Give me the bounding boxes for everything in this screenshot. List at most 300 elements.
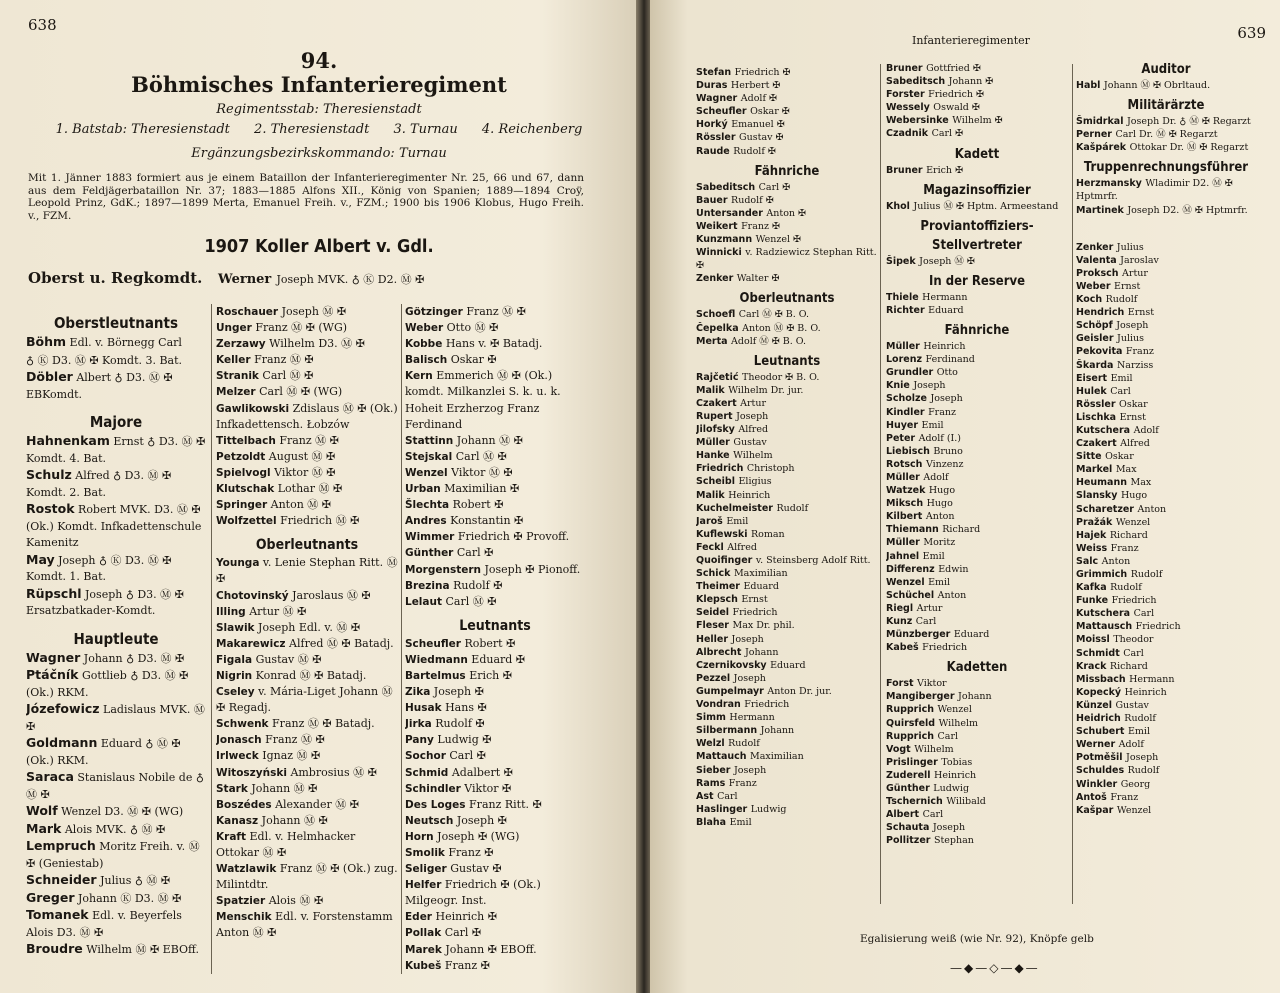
entry-details: Alexander Ⓜ ✠ bbox=[275, 797, 359, 811]
roster-entry bbox=[696, 475, 878, 488]
entry-details: Wenzel bbox=[1116, 804, 1152, 816]
surname: Eisert bbox=[1076, 372, 1108, 384]
entry-details: Heinrich bbox=[934, 769, 977, 781]
surname: Sieber bbox=[696, 764, 731, 776]
entry-details: Edwin bbox=[938, 563, 969, 575]
entry-details: Emil bbox=[1127, 726, 1151, 738]
entry-details: Ernst ♁ D3. Ⓜ ✠ Komdt. 4. Bat. bbox=[26, 435, 206, 465]
entry-details: Friedrich ✠ (Ok.) Milgeogr. Inst. bbox=[405, 878, 541, 908]
roster-entry bbox=[696, 384, 878, 397]
surname: Feckl bbox=[696, 541, 724, 553]
surname: Merta bbox=[696, 335, 728, 347]
entry-details: Walter ✠ bbox=[736, 273, 780, 285]
surname: Nigrin bbox=[216, 669, 253, 682]
entry-details: Richard bbox=[1109, 529, 1148, 541]
surname: Kabeš bbox=[886, 642, 919, 654]
entry-details: Johann Ⓚ D3. Ⓜ ✠ bbox=[78, 891, 182, 905]
roster-entry bbox=[886, 602, 1068, 615]
roster-entry bbox=[216, 797, 398, 813]
entry-details: Franz bbox=[928, 406, 956, 418]
roster-entry bbox=[696, 246, 878, 272]
entry-details: Adolf bbox=[1133, 424, 1159, 436]
entry-details: Carl ✠ bbox=[758, 181, 791, 193]
roster-entry bbox=[405, 845, 585, 861]
rank-heading: Auditor bbox=[1141, 62, 1191, 77]
entry-details: Franz Ⓜ ✠ bbox=[466, 305, 526, 318]
roster-entry bbox=[886, 497, 1068, 510]
roster-entry bbox=[405, 497, 585, 513]
roster-entry bbox=[405, 652, 585, 668]
surname: Martinek bbox=[1076, 204, 1124, 216]
entry-details: Carl ✠ bbox=[449, 749, 486, 763]
surname: Roschauer bbox=[216, 306, 279, 318]
entry-details: Ladislaus MVK. Ⓜ ✠ bbox=[26, 703, 205, 733]
entry-details: Max bbox=[1130, 477, 1152, 489]
roster-entry bbox=[886, 808, 1068, 821]
surname: Krack bbox=[1076, 660, 1107, 672]
entry-details: Franz Ⓜ ✠ bbox=[279, 433, 339, 447]
entry-details: Hugo bbox=[928, 485, 956, 497]
entry-details: Alfred bbox=[1120, 438, 1150, 450]
roster-entry bbox=[886, 353, 1068, 366]
entry-details: Friedrich Ⓜ ✠ bbox=[280, 514, 360, 528]
roster-entry bbox=[405, 925, 585, 941]
surname: Quirsfeld bbox=[886, 717, 936, 729]
roster-entry bbox=[1076, 620, 1256, 633]
surname: Rössler bbox=[1076, 398, 1116, 410]
surname: Valenta bbox=[1076, 254, 1117, 266]
roster-entry bbox=[26, 352, 206, 370]
entry-details: Ernst bbox=[1114, 280, 1141, 292]
roster-entry bbox=[405, 877, 585, 909]
surname: Quoifinger bbox=[696, 555, 753, 566]
surname: Rupprich bbox=[886, 704, 935, 716]
entry-details: Artur bbox=[740, 397, 767, 409]
entry-details: Carl Ⓜ ✠ (WG) bbox=[259, 385, 343, 399]
surname: Raude bbox=[696, 145, 730, 157]
surname: Škarda bbox=[1076, 359, 1114, 371]
entry-details: Tobias bbox=[941, 756, 973, 768]
roster-entry bbox=[216, 368, 398, 384]
surname: Perner bbox=[1076, 129, 1112, 141]
surname: Müller bbox=[886, 537, 920, 549]
entry-details: Herbert ✠ bbox=[730, 80, 781, 92]
roster-entry bbox=[216, 813, 398, 829]
surname: Józefowicz bbox=[26, 701, 100, 716]
roster-entry bbox=[405, 716, 585, 732]
roster-entry bbox=[1076, 764, 1256, 777]
entry-details: Julius ♁ Ⓜ ✠ bbox=[100, 874, 171, 887]
surname: Theimer bbox=[696, 581, 740, 593]
surname: Heumann bbox=[1076, 477, 1127, 489]
surname: Illing bbox=[216, 605, 246, 618]
rank-heading: Truppenrechnungsführer bbox=[1083, 160, 1249, 176]
roster-entry bbox=[886, 703, 1068, 716]
roster-entry bbox=[1076, 594, 1256, 607]
surname: Zuderell bbox=[886, 769, 931, 781]
roster-entry bbox=[26, 821, 206, 839]
entry-details: Joseph bbox=[932, 822, 966, 834]
roster-entry bbox=[886, 127, 1068, 140]
rank-heading: Militärärzte bbox=[1127, 98, 1205, 114]
surname: Riegl bbox=[886, 602, 914, 614]
entry-details: Julius Ⓜ ✠ Hptm. Armeestand bbox=[913, 200, 1059, 212]
roster-entry bbox=[886, 484, 1068, 497]
entry-details: Joseph ✠ bbox=[433, 685, 484, 699]
roster-entry bbox=[886, 291, 1068, 304]
surname: Tschernich bbox=[886, 796, 943, 808]
surname: Lempruch bbox=[26, 838, 96, 853]
roster-entry bbox=[405, 765, 585, 781]
surname: Müller bbox=[696, 437, 730, 449]
entry-details: Roman bbox=[750, 528, 785, 540]
entry-details: Christoph bbox=[746, 463, 795, 475]
entry-details: Joseph ♁ D3. Ⓜ ✠ Ersatzbatkader-Komdt. bbox=[26, 587, 184, 617]
entry-details: Rudolf ✠ bbox=[453, 578, 503, 592]
entry-details: Carl ✠ bbox=[456, 546, 494, 560]
entry-details: Franz bbox=[1110, 542, 1139, 554]
surname: Weikert bbox=[696, 220, 738, 232]
surname: Kutschera bbox=[1076, 608, 1131, 620]
surname: Geisler bbox=[1076, 333, 1114, 345]
surname: Haslinger bbox=[696, 803, 748, 815]
surname: Eder bbox=[405, 911, 432, 924]
surname: Forster bbox=[886, 89, 925, 101]
roster-entry bbox=[216, 716, 398, 732]
rank-heading: Oberleutnants bbox=[739, 291, 835, 307]
surname: Stark bbox=[216, 782, 248, 795]
entry-details: Stephan bbox=[933, 835, 974, 847]
entry-details: Maximilian ✠ bbox=[444, 482, 520, 496]
roster-entry bbox=[886, 471, 1068, 484]
roster-entry bbox=[216, 384, 398, 400]
surname: Watzlawik bbox=[216, 863, 277, 876]
roster-entry bbox=[886, 510, 1068, 523]
entry-details: Ernst bbox=[741, 594, 768, 606]
roster-entry bbox=[26, 552, 206, 586]
roster-entry bbox=[696, 528, 878, 541]
entry-details: Joseph bbox=[731, 633, 764, 645]
roster-entry bbox=[216, 497, 398, 513]
entry-details: Alfred bbox=[738, 424, 769, 436]
surname: May bbox=[26, 551, 55, 567]
surname: Ast bbox=[696, 790, 714, 802]
surname: Kobbe bbox=[405, 338, 443, 351]
surname: Schick bbox=[696, 568, 731, 580]
surname: Mark bbox=[26, 820, 62, 836]
entry-details: Viktor Ⓜ ✠ bbox=[274, 465, 336, 479]
roster-entry bbox=[1076, 489, 1256, 502]
regiment-number: 94. bbox=[300, 48, 338, 73]
surname: Günther bbox=[405, 547, 454, 560]
surname: Schmidt bbox=[1076, 647, 1120, 659]
entry-details: Emmerich Ⓜ ✠ (Ok.) komdt. Milkanzlei S. k. u. k. Hoheit Erzherzog Franz Ferdinand bbox=[405, 369, 561, 431]
roster-entry bbox=[886, 419, 1068, 432]
entry-details: Joseph bbox=[1126, 752, 1159, 764]
roster-entry bbox=[1076, 791, 1256, 804]
surname: Mangiberger bbox=[886, 691, 955, 703]
entry-details: Joseph Dr. ♁ Ⓜ ✠ Regarzt bbox=[1126, 116, 1251, 128]
roster-entry bbox=[696, 410, 878, 423]
roster-entry bbox=[26, 369, 206, 403]
surname: Silbermann bbox=[696, 725, 758, 737]
roster-entry bbox=[26, 838, 206, 872]
roster-entry bbox=[1076, 437, 1256, 450]
entry-details: Heinrich bbox=[923, 341, 966, 353]
roster-entry bbox=[1076, 568, 1256, 581]
roster-entry bbox=[1076, 450, 1256, 463]
roster-entry bbox=[216, 320, 398, 336]
roster-entry bbox=[696, 541, 878, 554]
surname: Pany bbox=[405, 734, 434, 747]
roster-entry bbox=[216, 620, 398, 636]
surname: Broudre bbox=[26, 941, 83, 956]
entry-details: Robert ✠ bbox=[464, 636, 516, 650]
surname: Vondran bbox=[696, 699, 741, 711]
entry-details: Franz ✠ bbox=[444, 958, 490, 972]
roster-entry bbox=[405, 732, 585, 748]
entry-details: Emanuel ✠ bbox=[731, 119, 785, 131]
page-number-right: 639 bbox=[1237, 24, 1266, 42]
roster-entry bbox=[696, 646, 878, 659]
surname: Stranik bbox=[216, 370, 259, 383]
entry-details: Edl. v. Börnegg Carl bbox=[69, 336, 182, 349]
entry-details: Viktor bbox=[917, 678, 947, 690]
entry-details: Rudolf bbox=[1130, 569, 1163, 580]
roster-entry bbox=[405, 909, 585, 925]
roster-entry bbox=[696, 724, 878, 737]
roster-entry bbox=[1076, 254, 1256, 267]
entry-details: Emil bbox=[1110, 372, 1133, 384]
entry-details: Rudolf bbox=[1105, 294, 1138, 306]
battalion-3: 3. Turnau bbox=[393, 122, 458, 137]
entry-details: Anton ✠ bbox=[766, 207, 807, 219]
entry-details: Robert ✠ bbox=[452, 498, 504, 512]
surname: Bauer bbox=[696, 194, 728, 206]
entry-details: Franz Ⓜ ✠ bbox=[265, 733, 325, 747]
rank-heading: Fähnriche bbox=[944, 323, 1010, 339]
entry-details: Adolf ✠ bbox=[740, 93, 777, 105]
entry-details: Lothar Ⓜ ✠ bbox=[277, 482, 343, 496]
spacer bbox=[1076, 217, 1256, 241]
roster-entry bbox=[1076, 725, 1256, 738]
surname: Malik bbox=[696, 489, 725, 501]
roster-entry bbox=[886, 550, 1068, 563]
surname: Habl bbox=[1076, 80, 1101, 91]
roster-entry bbox=[26, 467, 206, 501]
roster-entry bbox=[696, 423, 878, 436]
surname: Sitte bbox=[1076, 451, 1102, 463]
entry-details: Artur bbox=[916, 602, 943, 614]
entry-details: Joseph Edl. v. Ⓜ ✠ bbox=[258, 620, 361, 634]
entry-details: Edl. v. Helmhacker Ottokar Ⓜ ✠ bbox=[216, 829, 356, 859]
surname: Knie bbox=[886, 380, 910, 392]
entry-details: Joseph Ⓜ ✠ bbox=[281, 305, 347, 318]
surname: Kopecký bbox=[1076, 686, 1122, 698]
surname: Münzberger bbox=[886, 629, 951, 641]
roster-entry bbox=[696, 335, 878, 348]
left-column-2 bbox=[216, 304, 398, 942]
roster-entry bbox=[696, 489, 878, 502]
entry-details: Carl bbox=[915, 616, 937, 627]
entry-details: Narziss bbox=[1116, 359, 1154, 371]
entry-details: Franz Ritt. ✠ bbox=[469, 797, 542, 811]
roster-entry bbox=[886, 628, 1068, 641]
roster-entry bbox=[1076, 306, 1256, 319]
roster-entry bbox=[1076, 516, 1256, 529]
roster-entry bbox=[696, 764, 878, 777]
entry-details: Artur Ⓜ ✠ bbox=[249, 604, 307, 618]
entry-details: Viktor ✠ bbox=[464, 781, 512, 795]
surname: Müller bbox=[886, 341, 920, 353]
entry-details: Wilhelm bbox=[914, 743, 954, 755]
surname: Kindler bbox=[886, 406, 925, 418]
surname: Kunz bbox=[886, 616, 913, 627]
roster-entry bbox=[886, 88, 1068, 101]
surname: Stefan bbox=[696, 67, 732, 78]
surname: Des Loges bbox=[405, 798, 466, 811]
surname: Helfer bbox=[405, 879, 442, 892]
entry-details: Rudolf ✠ bbox=[435, 717, 485, 731]
entry-details: Emil bbox=[922, 550, 945, 562]
roster-entry bbox=[696, 672, 878, 685]
surname: Weber bbox=[1076, 280, 1111, 292]
roster-entry bbox=[405, 529, 585, 545]
surname: Salc bbox=[1076, 555, 1099, 567]
entry-details: Eligius bbox=[738, 476, 772, 488]
roster-entry bbox=[405, 513, 585, 529]
surname: Rotsch bbox=[886, 458, 923, 470]
roster-entry bbox=[26, 769, 206, 803]
surname: Funke bbox=[1076, 595, 1109, 607]
entry-details: Gustav ✠ bbox=[450, 862, 502, 876]
entry-details: Franz Ⓜ ✠ (WG) bbox=[255, 321, 348, 335]
roster-entry bbox=[886, 62, 1068, 75]
roster-entry bbox=[216, 588, 398, 604]
roster-entry bbox=[696, 272, 878, 285]
oberst-label: Oberst u. Regkomdt. bbox=[28, 269, 203, 287]
left-column-3 bbox=[405, 304, 585, 974]
roster-entry bbox=[886, 795, 1068, 808]
entry-details: Artur bbox=[1122, 267, 1148, 279]
roster-entry bbox=[696, 79, 878, 92]
surname: Kanasz bbox=[216, 814, 259, 827]
roster-entry bbox=[1076, 79, 1256, 92]
roster-entry bbox=[216, 732, 398, 748]
surname: Pražák bbox=[1076, 516, 1113, 528]
roster-entry bbox=[26, 433, 206, 467]
surname: Missbach bbox=[1076, 673, 1126, 685]
entry-details: Wilibald bbox=[946, 796, 986, 808]
roster-entry bbox=[405, 942, 585, 958]
roster-entry bbox=[26, 803, 206, 821]
surname: Potměšil bbox=[1076, 752, 1123, 764]
surname: Andres bbox=[405, 515, 447, 528]
column-divider bbox=[1072, 64, 1073, 904]
surname: Rostok bbox=[26, 501, 75, 516]
surname: Lorenz bbox=[886, 354, 923, 366]
roster-entry bbox=[26, 941, 206, 959]
entry-details: Anton Dr. jur. bbox=[767, 685, 832, 697]
entry-details: Franz ✠ bbox=[448, 846, 494, 859]
roster-entry bbox=[1076, 476, 1256, 489]
roster-entry bbox=[696, 711, 878, 724]
regiment-staff: Regimentsstab: Theresienstadt bbox=[216, 102, 422, 117]
surname: Hulek bbox=[1076, 385, 1107, 397]
entry-details: Eduard ♁ Ⓜ ✠ (Ok.) RKM. bbox=[26, 737, 181, 767]
surname: Zerzawy bbox=[216, 338, 266, 351]
surname: Zenker bbox=[696, 273, 734, 285]
roster-entry bbox=[1076, 385, 1256, 398]
surname: Kubeš bbox=[405, 959, 442, 972]
entry-details: Joseph Ⓜ ✠ bbox=[919, 255, 975, 267]
battalion-4: 4. Reichenberg bbox=[481, 122, 583, 137]
entry-details: Carl bbox=[1123, 647, 1144, 659]
entry-details: Oskar bbox=[1119, 398, 1148, 410]
entry-details: Johann bbox=[958, 691, 992, 703]
roster-entry bbox=[216, 781, 398, 797]
roster-entry bbox=[405, 797, 585, 813]
surname: Menschik bbox=[216, 911, 272, 924]
surname: Tittelbach bbox=[216, 434, 276, 447]
entry-details: Rudolf ✠ bbox=[733, 145, 776, 157]
entry-details: Alfred Ⓜ ✠ Batadj. bbox=[289, 636, 394, 650]
surname: Thiemann bbox=[886, 524, 939, 536]
entry-details: Joseph bbox=[733, 672, 766, 684]
roster-entry bbox=[886, 615, 1068, 628]
entry-details: Heinrich bbox=[1124, 686, 1167, 698]
entry-details: Eduard bbox=[953, 629, 990, 641]
surname: Gawlikowski bbox=[216, 402, 290, 415]
left-column-1 bbox=[26, 304, 206, 959]
entry-details: Hans ✠ bbox=[445, 701, 487, 715]
surname: Schoefl bbox=[696, 309, 736, 321]
surname: Irlweck bbox=[216, 750, 259, 763]
surname: Khol bbox=[886, 200, 910, 212]
roster-entry bbox=[1076, 204, 1256, 217]
surname: Czadnik bbox=[886, 128, 929, 140]
entry-details: Wilhelm Dr. jur. bbox=[728, 384, 804, 396]
surname: Hahnenkam bbox=[26, 433, 110, 448]
roster-entry bbox=[1076, 699, 1256, 712]
roster-entry bbox=[1076, 141, 1256, 154]
roster-entry bbox=[886, 340, 1068, 353]
surname: Melzer bbox=[216, 386, 256, 399]
surname: Winnicki bbox=[696, 247, 742, 259]
roster-entry bbox=[696, 698, 878, 711]
surname: Kašpar bbox=[1076, 804, 1114, 816]
entry-details: Carl Dr. Ⓜ ✠ Regarzt bbox=[1115, 129, 1218, 141]
roster-entry bbox=[886, 756, 1068, 769]
entry-details: Adalbert ✠ bbox=[451, 765, 513, 779]
entry-details: Hans v. ✠ Batadj. bbox=[445, 337, 543, 351]
roster-entry bbox=[1076, 660, 1256, 673]
roster-entry bbox=[696, 790, 878, 803]
roster-entry bbox=[1076, 345, 1256, 358]
entry-details: Wenzel bbox=[1115, 516, 1151, 528]
entry-details: v. Mária-Liget Johann Ⓜ ✠ Regadj. bbox=[216, 685, 393, 715]
surname: Watzek bbox=[886, 485, 926, 497]
roster-entry bbox=[696, 436, 878, 449]
surname: Wenzel bbox=[405, 466, 448, 479]
entry-details: Johann Ⓜ ✠ Obrltaud. bbox=[1103, 80, 1211, 91]
battalion-1: 1. Batstab: Theresienstadt bbox=[55, 122, 230, 137]
roster-entry bbox=[405, 368, 585, 432]
surname: Klepsch bbox=[696, 594, 738, 606]
surname: Neutsch bbox=[405, 814, 454, 827]
rank-heading: Leutnants bbox=[753, 353, 821, 369]
surname: Zika bbox=[405, 686, 431, 699]
